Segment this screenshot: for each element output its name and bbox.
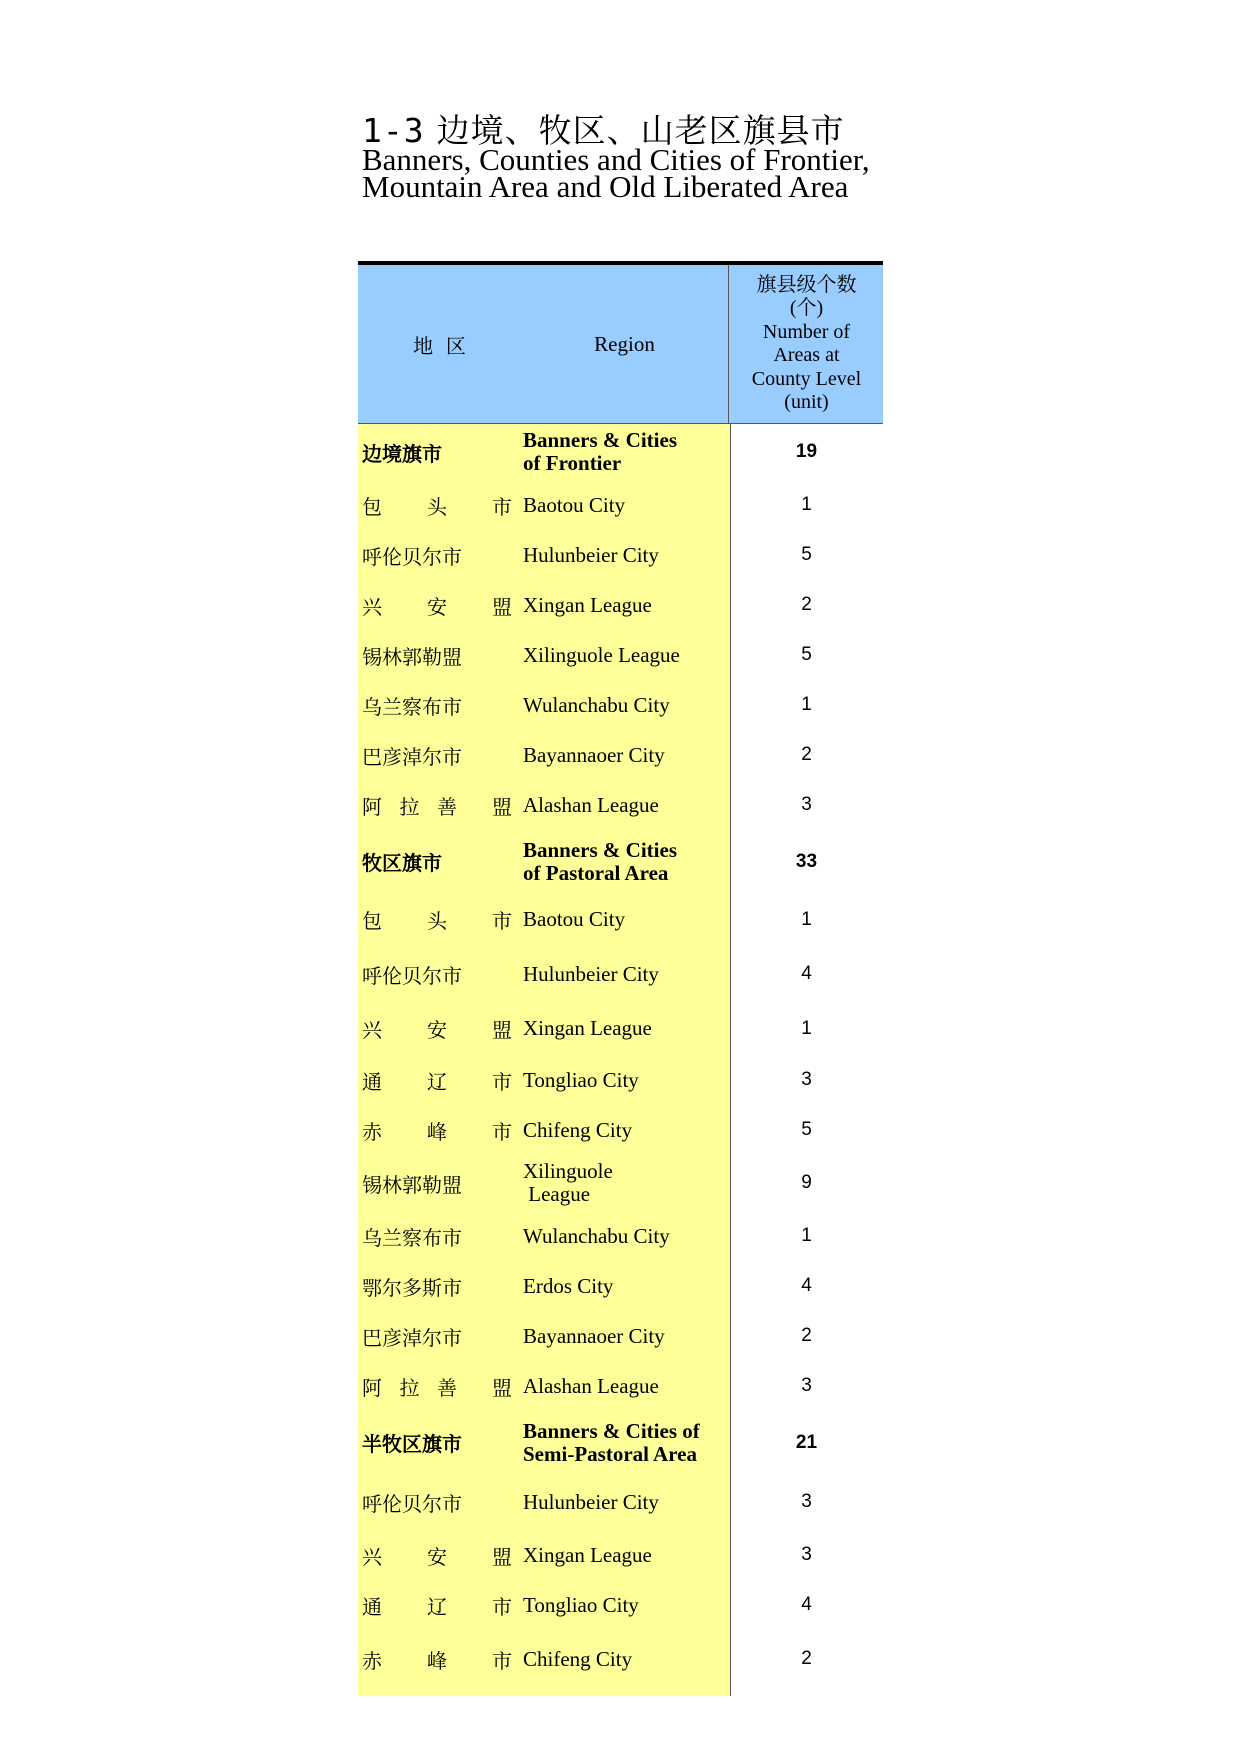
region-zh-char: 市 (492, 1594, 512, 1619)
region-zh (362, 1105, 512, 1155)
region-zh-char: 盟 (492, 1018, 512, 1042)
region-en-line1: Wulanchabu City (523, 1223, 670, 1248)
table-row (358, 893, 883, 946)
region-en-line1: Bayannaoer City (523, 742, 665, 767)
region-zh-char: 呼伦贝尔市 (362, 1491, 462, 1516)
region-en (523, 730, 728, 780)
region-zh (362, 580, 512, 630)
region-zh-char: 盟 (492, 794, 512, 819)
county-count: 5 (801, 1119, 812, 1140)
table-row (358, 1105, 883, 1155)
region-zh-char: 善 (437, 1375, 457, 1400)
region-en (523, 1105, 728, 1155)
region-en (523, 480, 728, 530)
region-zh (362, 946, 512, 1002)
region-en (523, 1530, 728, 1580)
region-zh (362, 1530, 512, 1580)
table-row (358, 1630, 883, 1688)
region-zh-char: 市 (492, 1119, 512, 1144)
county-count: 1 (801, 1017, 812, 1039)
region-zh-char: 市 (492, 1648, 512, 1673)
region-zh-char: 头 (427, 909, 447, 933)
region-zh-char: 兴 (362, 1018, 382, 1042)
region-zh (362, 1155, 512, 1211)
county-count: 3 (801, 794, 812, 815)
county-count: 1 (801, 1225, 812, 1246)
region-zh (362, 1261, 512, 1311)
region-en-line1: Baotou City (523, 492, 626, 517)
header-number-zh2: (个) (789, 297, 824, 319)
region-en-line1: Alashan League (523, 1373, 659, 1398)
region-zh-char: 兴 (362, 1544, 382, 1569)
region-en-line2: of Pastoral Area (523, 860, 669, 885)
region-zh-char: 呼伦贝尔市 (362, 963, 462, 988)
region-zh (362, 893, 512, 946)
region-en (523, 530, 728, 580)
table-row (358, 1211, 883, 1261)
region-en (523, 946, 728, 1002)
region-zh-char: 巴彦淖尔市 (362, 744, 462, 769)
region-en (523, 1261, 728, 1311)
header-region-zh: 地 区 (413, 333, 466, 358)
county-count: 2 (801, 744, 812, 765)
region-zh (362, 424, 512, 480)
region-zh (362, 780, 512, 830)
region-en-line1: Baotou City (523, 907, 626, 931)
region-zh-char: 善 (437, 794, 457, 819)
region-en-line1: Banners & Cities (523, 837, 677, 862)
county-count: 5 (801, 644, 812, 665)
region-zh-char: 市 (492, 1069, 512, 1094)
region-en (523, 1311, 728, 1361)
region-en-line1: Xilinguole (523, 1159, 613, 1183)
region-zh-char: 锡林郭勒盟 (362, 1172, 462, 1197)
header-number-en2: Areas at (773, 344, 840, 366)
region-en-line1: Chifeng City (523, 1646, 633, 1671)
region-en-line1: Bayannaoer City (523, 1323, 665, 1348)
county-count: 5 (801, 544, 812, 565)
region-zh-char: 安 (427, 594, 447, 619)
table-row (358, 1002, 883, 1055)
county-count: 4 (801, 963, 812, 984)
county-count: 1 (801, 694, 812, 715)
table-row (358, 1361, 883, 1411)
region-zh-char: 市 (492, 909, 512, 933)
region-zh-char: 半牧区旗市 (362, 1432, 462, 1456)
region-en (523, 1580, 728, 1630)
region-zh-char: 包 (362, 494, 382, 519)
region-zh-char: 盟 (492, 594, 512, 619)
region-zh-char: 盟 (492, 1544, 512, 1569)
region-zh (362, 530, 512, 580)
table-row (358, 480, 883, 530)
region-en (523, 830, 728, 893)
region-en-line2: League (523, 1182, 591, 1206)
region-zh (362, 1211, 512, 1261)
region-en-line2: of Frontier (523, 451, 622, 475)
region-zh-char: 赤 (362, 1648, 382, 1673)
region-en (523, 580, 728, 630)
region-zh-char: 乌兰察布市 (362, 1225, 462, 1250)
region-zh (362, 730, 512, 780)
region-zh-char: 阿 (362, 794, 382, 819)
region-zh (362, 1411, 512, 1474)
region-en (523, 680, 728, 730)
region-en-line1: Chifeng City (523, 1117, 633, 1142)
table-number: 1-3 (362, 112, 425, 150)
region-en-line2: Semi-Pastoral Area (523, 1441, 697, 1466)
region-zh (362, 830, 512, 893)
region-zh-char: 安 (427, 1544, 447, 1569)
region-zh-char: 赤 (362, 1119, 382, 1144)
table-row (358, 1580, 883, 1630)
region-zh-char: 鄂尔多斯市 (362, 1275, 462, 1300)
region-zh-char: 通 (362, 1594, 382, 1619)
table-row (358, 946, 883, 1002)
region-zh (362, 1311, 512, 1361)
region-zh-char: 头 (427, 494, 447, 519)
region-en (523, 893, 728, 946)
region-en-line1: Hulunbeier City (523, 542, 659, 567)
table-row (358, 1474, 883, 1530)
table-row (358, 424, 883, 480)
table-row (358, 1261, 883, 1311)
table-row (358, 1411, 883, 1474)
region-zh (362, 1055, 512, 1105)
header-region-en: Region (594, 331, 655, 356)
region-zh-char: 盟 (492, 1375, 512, 1400)
region-zh-char: 呼伦贝尔市 (362, 544, 462, 569)
region-zh-char: 峰 (427, 1648, 447, 1673)
county-count: 3 (801, 1544, 812, 1565)
region-en-line1: Alashan League (523, 792, 659, 817)
region-zh-char: 阿 (362, 1375, 382, 1400)
table-row (358, 580, 883, 630)
county-count: 9 (801, 1172, 812, 1193)
table-row (358, 1055, 883, 1105)
region-en-line1: Banners & Cities of (523, 1418, 700, 1443)
header-number (728, 265, 884, 423)
table-row (358, 780, 883, 830)
header-number-en1: Number of (762, 320, 851, 343)
header-number-en3: County Level (751, 367, 862, 390)
region-zh (362, 630, 512, 680)
table-header (358, 265, 883, 424)
region-en-line1: Hulunbeier City (523, 961, 659, 986)
region-zh-char: 牧区旗市 (362, 851, 442, 875)
region-en-line1: Banners & Cities (523, 428, 677, 452)
county-count: 2 (801, 1325, 812, 1346)
county-count: 19 (795, 441, 818, 462)
region-en (523, 780, 728, 830)
region-en (523, 1211, 728, 1261)
table-row (358, 1155, 883, 1211)
region-zh (362, 1361, 512, 1411)
title-en-line2: Mountain Area and Old Liberated Area (362, 169, 849, 204)
region-en-line1: Tongliao City (523, 1592, 639, 1617)
region-zh-char: 通 (362, 1069, 382, 1094)
region-zh-char: 边境旗市 (362, 441, 442, 466)
region-en-line1: Xingan League (523, 1016, 652, 1040)
region-en (523, 1155, 728, 1211)
region-en-line1: Tongliao City (523, 1067, 639, 1092)
title-en-line1: Banners, Counties and Cities of Frontier, (362, 142, 870, 177)
region-en (523, 1411, 728, 1474)
region-zh (362, 680, 512, 730)
region-en-line1: Hulunbeier City (523, 1489, 659, 1514)
region-zh (362, 1474, 512, 1530)
region-zh-char: 辽 (427, 1069, 447, 1094)
region-en (523, 1630, 728, 1688)
region-zh-char: 拉 (399, 1375, 420, 1400)
county-count: 33 (795, 850, 818, 872)
table-row (358, 830, 883, 893)
region-en (523, 1055, 728, 1105)
header-number-zh1: 旗县级个数 (756, 273, 857, 296)
region-zh-char: 巴彦淖尔市 (362, 1325, 462, 1350)
region-en (523, 424, 728, 480)
county-count: 3 (801, 1375, 812, 1396)
table-row (358, 630, 883, 680)
county-count: 1 (801, 494, 812, 515)
county-count: 4 (801, 1275, 812, 1296)
region-en-line1: Erdos City (523, 1273, 614, 1298)
county-count: 21 (795, 1431, 818, 1453)
region-en (523, 1361, 728, 1411)
region-zh-char: 峰 (427, 1119, 447, 1144)
region-zh-char: 锡林郭勒盟 (362, 644, 462, 669)
region-en (523, 1474, 728, 1530)
header-number-en4: (unit) (784, 391, 829, 413)
region-zh (362, 1580, 512, 1630)
county-count: 1 (801, 908, 812, 930)
region-zh-char: 安 (427, 1018, 447, 1042)
table-row (358, 1311, 883, 1361)
county-count: 3 (801, 1491, 812, 1512)
region-en-line1: Xingan League (523, 1542, 652, 1567)
region-zh-char: 包 (362, 909, 382, 933)
table-row (358, 530, 883, 580)
region-en (523, 1002, 728, 1055)
county-count: 4 (801, 1594, 812, 1615)
table-row (358, 1530, 883, 1580)
region-zh-char: 兴 (362, 594, 382, 619)
table-row (358, 730, 883, 780)
region-zh (362, 480, 512, 530)
region-zh-char: 拉 (399, 794, 420, 819)
region-en (523, 630, 728, 680)
title-zh-text: 边境、牧区、山老区旗县市 (436, 112, 845, 150)
county-count: 3 (801, 1069, 812, 1090)
county-count: 2 (801, 1648, 812, 1669)
region-zh-char: 乌兰察布市 (362, 694, 462, 719)
region-en-line1: Xilinguole League (523, 642, 680, 667)
title-block (362, 112, 882, 212)
region-en-line1: Xingan League (523, 592, 652, 617)
region-zh-char: 辽 (427, 1594, 447, 1619)
region-zh (362, 1002, 512, 1055)
county-count: 2 (801, 594, 812, 615)
region-en-line1: Wulanchabu City (523, 692, 670, 717)
region-zh (362, 1630, 512, 1688)
table-row (358, 680, 883, 730)
region-zh-char: 市 (492, 494, 512, 519)
